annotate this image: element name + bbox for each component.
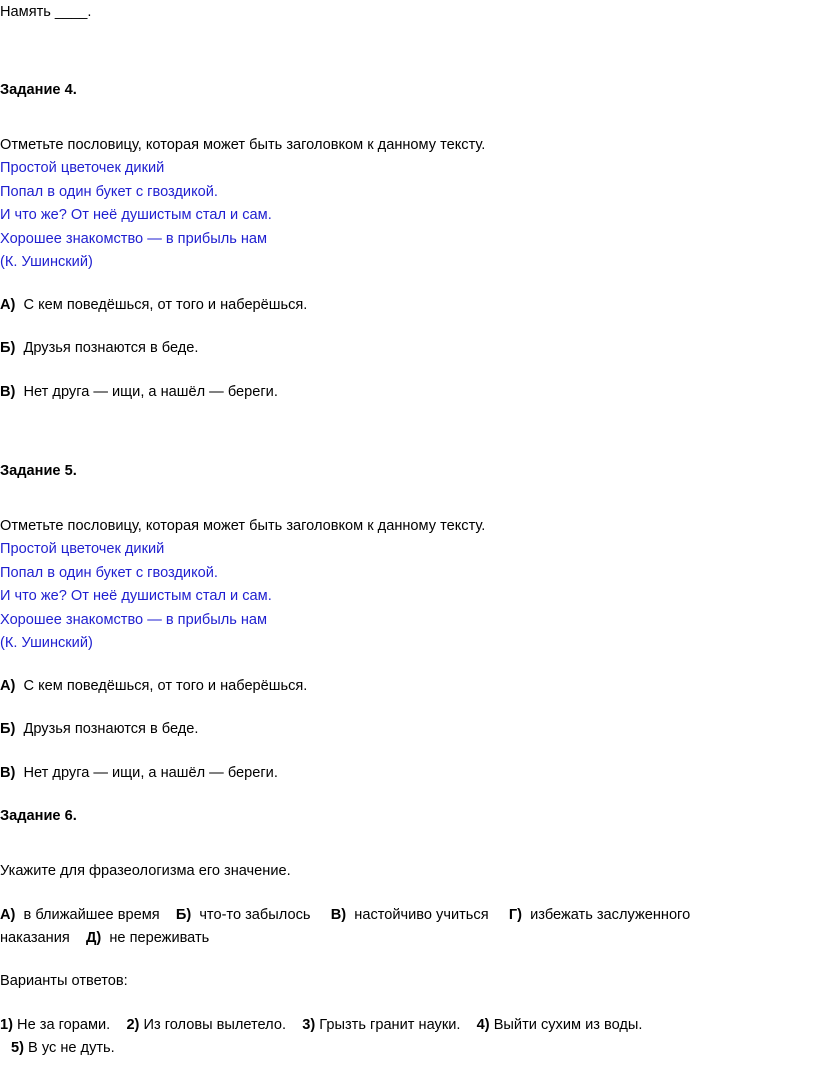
task5-prompt: Отметьте пословицу, которая может быть заголовком к данному тексту. <box>0 518 486 534</box>
task6-answers-line-2: 5) В ус не дуть. <box>11 1040 115 1056</box>
task4-option-v: В) Нет друга — ищи, а нашёл — береги. <box>0 384 278 400</box>
task4-poem-author: (К. Ушинский) <box>0 254 93 270</box>
task6-meanings-line-2: наказания Д) не переживать <box>0 930 210 946</box>
task6-meanings-line-1: А) в ближайшее время Б) что-то забылось В) настойчиво учиться Г) избежать заслуженного <box>0 907 691 923</box>
task5-poem-line: Хорошее знакомство — в прибыль нам <box>0 612 268 628</box>
task5-poem-line: Простой цветочек дикий <box>0 541 165 557</box>
top-line: Намять ____. <box>0 4 92 20</box>
task4-poem-line: Хорошее знакомство — в прибыль нам <box>0 231 268 247</box>
task5-option-b: Б) Друзья познаются в беде. <box>0 721 199 737</box>
task4-poem-line: Попал в один букет с гвоздикой. <box>0 184 218 200</box>
task5-poem-line: Попал в один букет с гвоздикой. <box>0 565 218 581</box>
task5-poem-author: (К. Ушинский) <box>0 635 93 651</box>
task6-prompt: Укажите для фразеологизма его значение. <box>0 863 291 879</box>
task6-answers-line-1: 1) Не за горами. 2) Из головы вылетело. 3) Грызть гранит науки. 4) Выйти сухим из воды. <box>0 1017 643 1033</box>
task4-poem-line: Простой цветочек дикий <box>0 160 165 176</box>
task5-heading: Задание 5. <box>0 463 77 479</box>
task6-answers-label: Варианты ответов: <box>0 973 128 989</box>
task4-option-a: А) С кем поведёшься, от того и наберёшься. <box>0 297 308 313</box>
task4-option-b: Б) Друзья познаются в беде. <box>0 340 199 356</box>
task5-poem-line: И что же? От неё душистым стал и сам. <box>0 588 272 604</box>
task4-poem-line: И что же? От неё душистым стал и сам. <box>0 207 272 223</box>
task4-prompt: Отметьте пословицу, которая может быть заголовком к данному тексту. <box>0 137 486 153</box>
task6-heading: Задание 6. <box>0 808 77 824</box>
task5-option-v: В) Нет друга — ищи, а нашёл — береги. <box>0 765 278 781</box>
task4-heading: Задание 4. <box>0 82 77 98</box>
task5-option-a: А) С кем поведёшься, от того и наберёшься. <box>0 678 308 694</box>
